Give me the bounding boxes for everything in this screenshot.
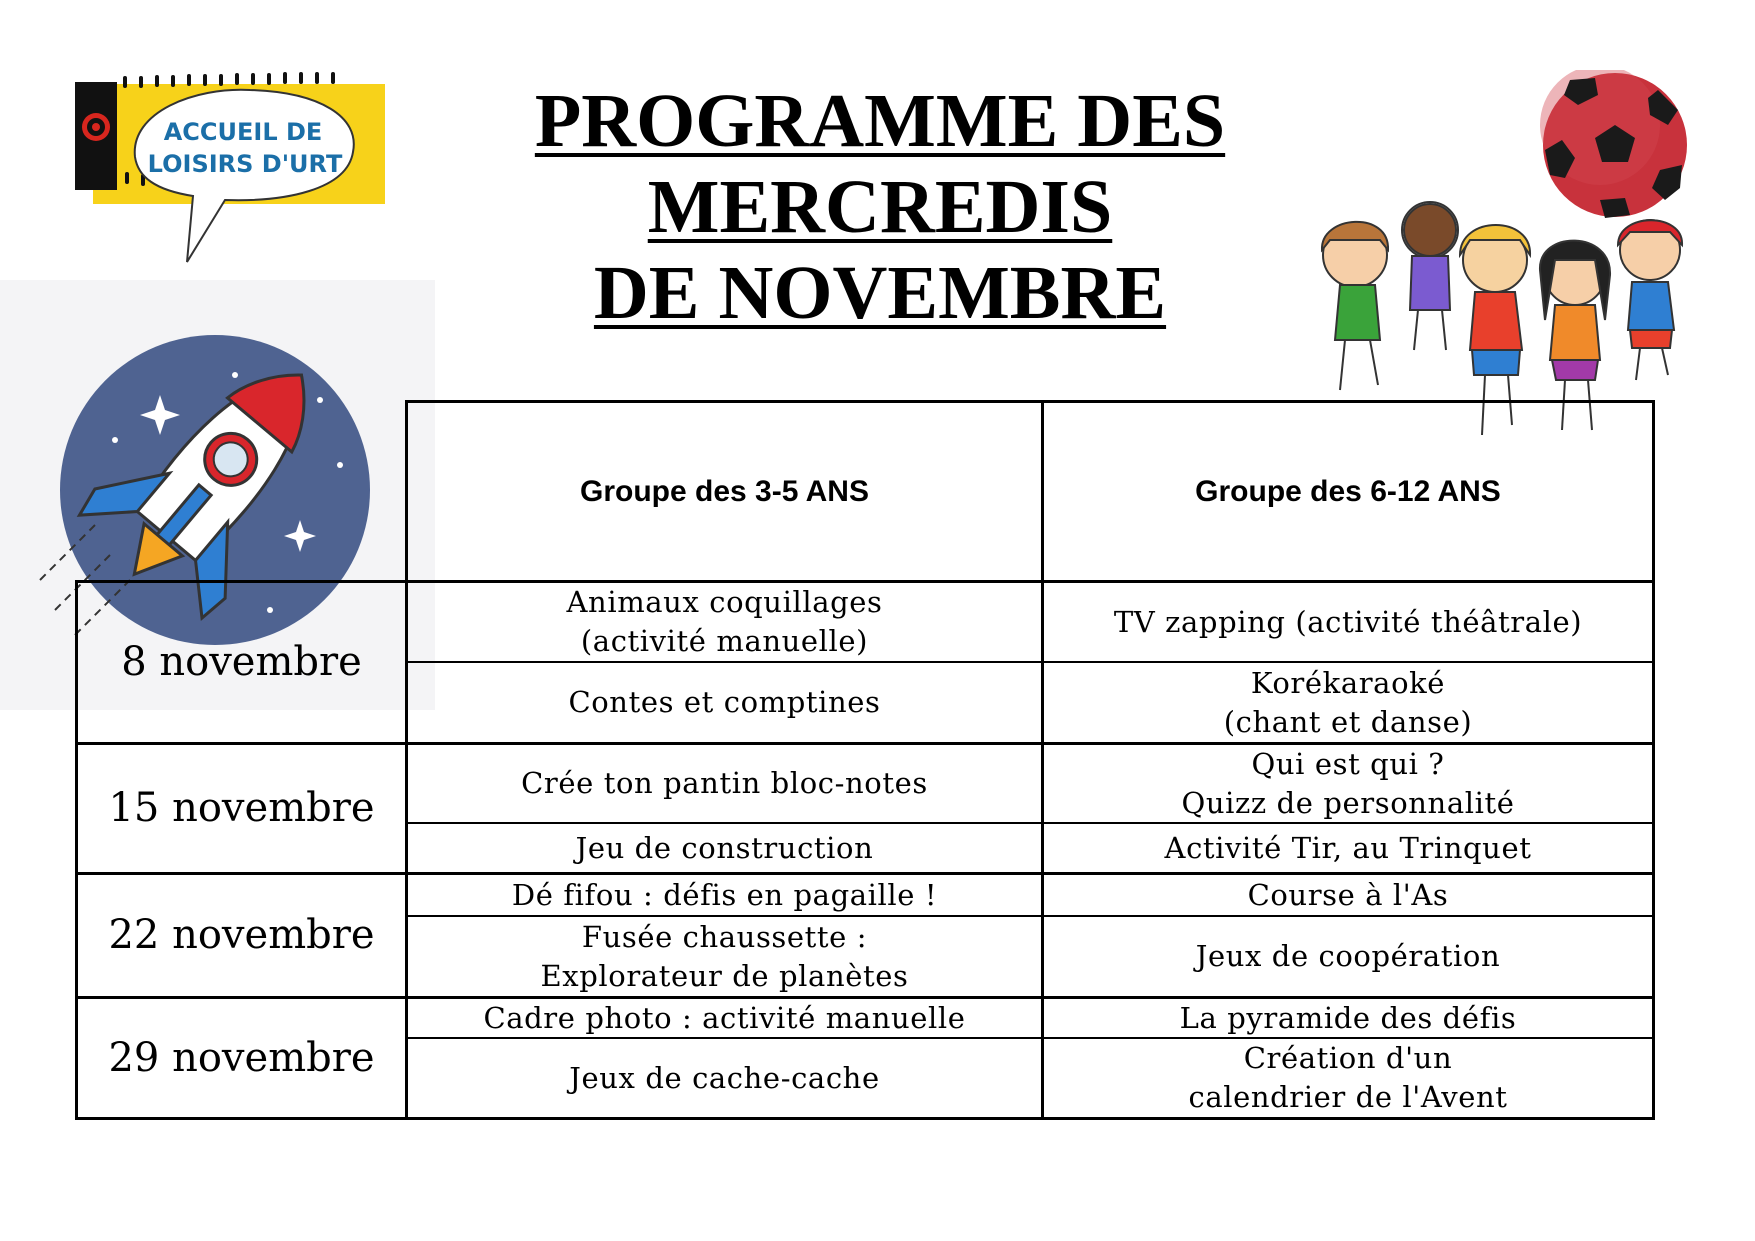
activity-text: Cadre photo : activité manuelle: [483, 1000, 966, 1035]
activity-cell: [1044, 745, 1652, 822]
activity-cell: [408, 999, 1041, 1037]
activity-text: Jeux de coopération: [1195, 939, 1501, 973]
activity-cell: [1044, 1039, 1652, 1117]
activity-text: Quizz de personnalité: [1181, 785, 1515, 820]
accueil-loisirs-logo: [75, 72, 395, 277]
activity-text: Jeux de cache-cache: [569, 1060, 880, 1095]
activity-cell: [1044, 917, 1652, 996]
header-group-6-12: Groupe des 6-12 ANS: [1195, 475, 1501, 508]
activity-cell: [408, 875, 1041, 915]
activity-cell: [408, 824, 1041, 872]
activity-text: Crée ton pantin bloc-notes: [521, 766, 928, 800]
activity-cell: [1044, 999, 1652, 1037]
activity-text: Jeu de construction: [575, 830, 874, 865]
ball-illustration: [1540, 70, 1690, 220]
activity-text: Fusée chaussette :: [581, 919, 868, 954]
schedule-table: [75, 400, 1655, 1120]
activity-text: Explorateur de planètes: [540, 958, 909, 993]
activity-text: Activité Tir, au Trinquet: [1164, 830, 1532, 865]
activity-cell: [408, 745, 1041, 822]
activity-cell: [408, 1039, 1041, 1117]
activity-cell: [1044, 824, 1652, 872]
activity-cell: [1044, 583, 1652, 661]
page-title: [480, 78, 1280, 336]
activity-text: La pyramide des défis: [1179, 1000, 1517, 1035]
logo-text-line2: LOISIRS D'URT: [147, 150, 343, 178]
activity-text: calendrier de l'Avent: [1188, 1080, 1508, 1114]
header-group-3-5: Groupe des 3-5 ANS: [580, 475, 869, 508]
activity-cell: [1044, 875, 1652, 915]
activity-text: TV zapping (activité théâtrale): [1113, 604, 1583, 639]
date-8-novembre: 8 novembre: [121, 639, 362, 685]
activity-text: (chant et danse): [1223, 704, 1473, 739]
activity-cell: [408, 583, 1041, 661]
activity-text: Contes et comptines: [568, 685, 881, 719]
activity-text: Dé fifou : défis en pagaille !: [511, 877, 938, 912]
date-29-novembre: 29 novembre: [108, 1034, 375, 1081]
title-line-3: DE NOVEMBRE: [593, 251, 1167, 335]
title-line-2: MERCREDIS: [647, 165, 1113, 249]
activity-cell: [1044, 663, 1652, 742]
title-line-1: PROGRAMME DES: [534, 79, 1226, 163]
activity-text: Korékaraoké: [1250, 665, 1446, 700]
logo-text-line1: ACCUEIL DE: [163, 118, 323, 146]
activity-cell: [408, 663, 1041, 742]
activity-text: Qui est qui ?: [1251, 746, 1445, 781]
activity-text: Création d'un: [1243, 1041, 1453, 1075]
activity-cell: [408, 917, 1041, 996]
activity-text: (activité manuelle): [580, 624, 869, 658]
activity-text: Course à l'As: [1247, 877, 1449, 912]
date-22-novembre: 22 novembre: [108, 912, 375, 958]
activity-text: Animaux coquillages: [566, 585, 883, 619]
date-15-novembre: 15 novembre: [108, 785, 375, 831]
